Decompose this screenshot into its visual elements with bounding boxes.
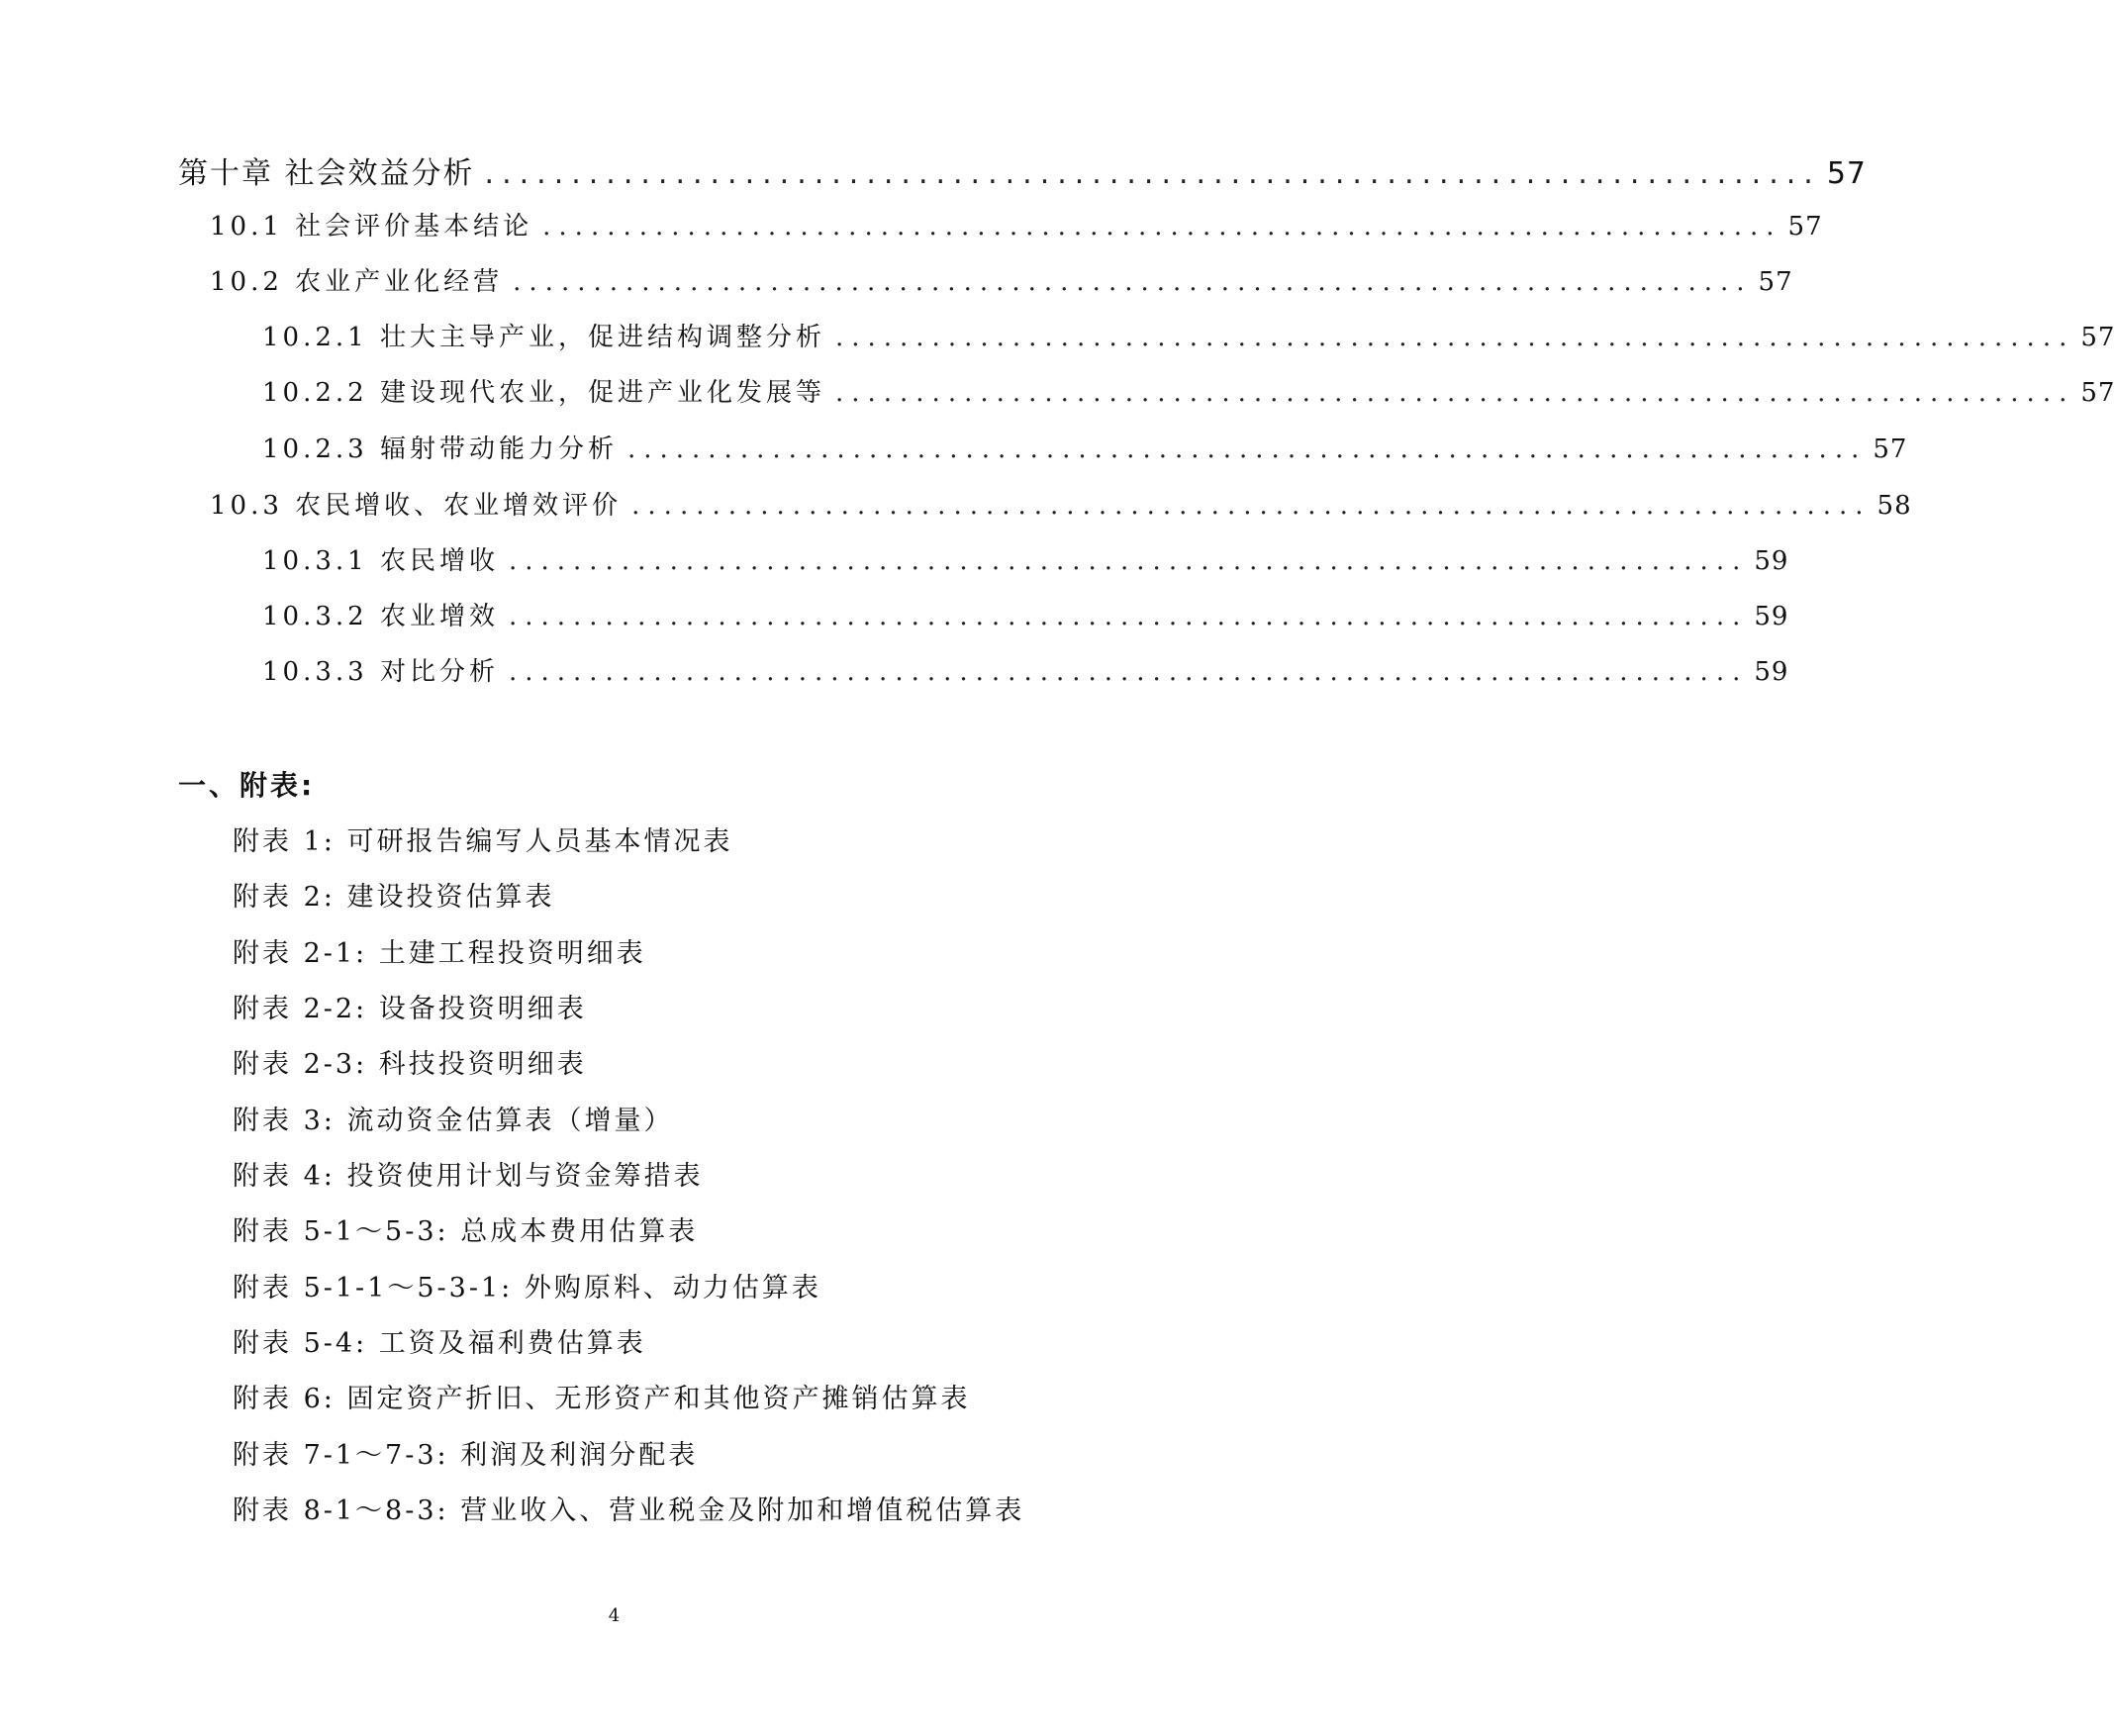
appendix-item: 附表 3: 流动资金估算表（增量） [233,1106,674,1136]
page-number: 4 [608,1605,621,1626]
appendix-item: 附表 8-1～8-3: 营业收入、营业税金及附加和增值税估算表 [233,1495,1025,1526]
dot-leader: ............................................................................. [631,491,1872,521]
toc-entry-10-1[interactable] [210,206,1823,242]
toc-entry-label: 10.3.2 农业增效 [262,602,499,631]
toc-entry-label: 10.1 社会评价基本结论 [210,212,533,241]
dot-leader: ............................................................................. [508,602,1749,631]
appendix-item: 附表 2-3: 科技投资明细表 [233,1049,587,1080]
toc-entry-page: 59 [1754,546,1789,576]
toc-entry-10-2-2[interactable] [262,372,2115,409]
appendix-heading: 一、附表: [178,769,316,802]
toc-entry-label: 10.3 农民增收、农业增效评价 [210,491,623,521]
toc-entry-label: 10.2 农业产业化经营 [210,267,504,297]
appendix-item: 附表 2-2: 设备投资明细表 [233,994,587,1024]
appendix-item: 附表 7-1～7-3: 利润及利润分配表 [233,1440,699,1471]
toc-entry-10-2[interactable] [210,261,1793,298]
toc-entry-label: 第十章 社会效益分析 [178,156,475,191]
dot-leader: ............................................................................. [834,378,2075,408]
toc-entry-10-3-1[interactable] [262,540,1789,577]
toc-entry-page: 57 [2080,323,2115,352]
dot-leader: ............................................................................. [834,323,2075,352]
toc-entry-10-3-3[interactable] [262,651,1789,688]
toc-entry-page: 57 [1826,156,1868,191]
toc-entry-page: 57 [2080,378,2115,408]
toc-entry-page: 57 [1758,267,1793,297]
appendix-item: 附表 6: 固定资产折旧、无形资产和其他资产摊销估算表 [233,1384,971,1414]
appendix-item: 附表 5-4: 工资及福利费估算表 [233,1328,646,1359]
toc-entry-label: 10.2.1 壮大主导产业，促进结构调整分析 [262,323,825,352]
appendix-item: 附表 1: 可研报告编写人员基本情况表 [233,826,733,857]
appendix-item: 附表 2: 建设投资估算表 [233,882,555,913]
appendix-item: 附表 4: 投资使用计划与资金筹措表 [233,1161,704,1192]
toc-entry-page: 58 [1876,491,1912,521]
appendix-item: 附表 2-1: 土建工程投资明细表 [233,938,646,969]
dot-leader: ............................................................................. [508,657,1749,687]
appendix-item: 附表 5-1-1～5-3-1: 外购原料、动力估算表 [233,1273,821,1303]
toc-entry-label: 10.3.1 农民增收 [262,546,499,576]
dot-leader: ............................................................................. [626,434,1868,464]
toc-entry-label: 10.2.3 辐射带动能力分析 [262,434,618,464]
toc-entry-page: 59 [1754,602,1789,631]
dot-leader: ............................................................................. [484,156,1821,191]
toc-entry-label: 10.2.2 建设现代农业，促进产业化发展等 [262,378,825,408]
toc-entry-chapter-10[interactable] [178,148,1868,192]
dot-leader: ............................................................................. [508,546,1749,576]
toc-entry-10-2-1[interactable] [262,317,2115,353]
appendix-item: 附表 5-1～5-3: 总成本费用估算表 [233,1216,699,1247]
toc-entry-10-3-2[interactable] [262,596,1789,632]
dot-leader: ............................................................................. [513,267,1753,297]
toc-entry-10-3[interactable] [210,485,1912,522]
toc-entry-page: 57 [1873,434,1908,464]
toc-entry-label: 10.3.3 对比分析 [262,657,499,687]
toc-entry-10-2-3[interactable] [262,429,1908,465]
dot-leader: ............................................................................. [542,212,1782,241]
toc-entry-page: 57 [1787,212,1823,241]
toc-entry-page: 59 [1754,657,1789,687]
